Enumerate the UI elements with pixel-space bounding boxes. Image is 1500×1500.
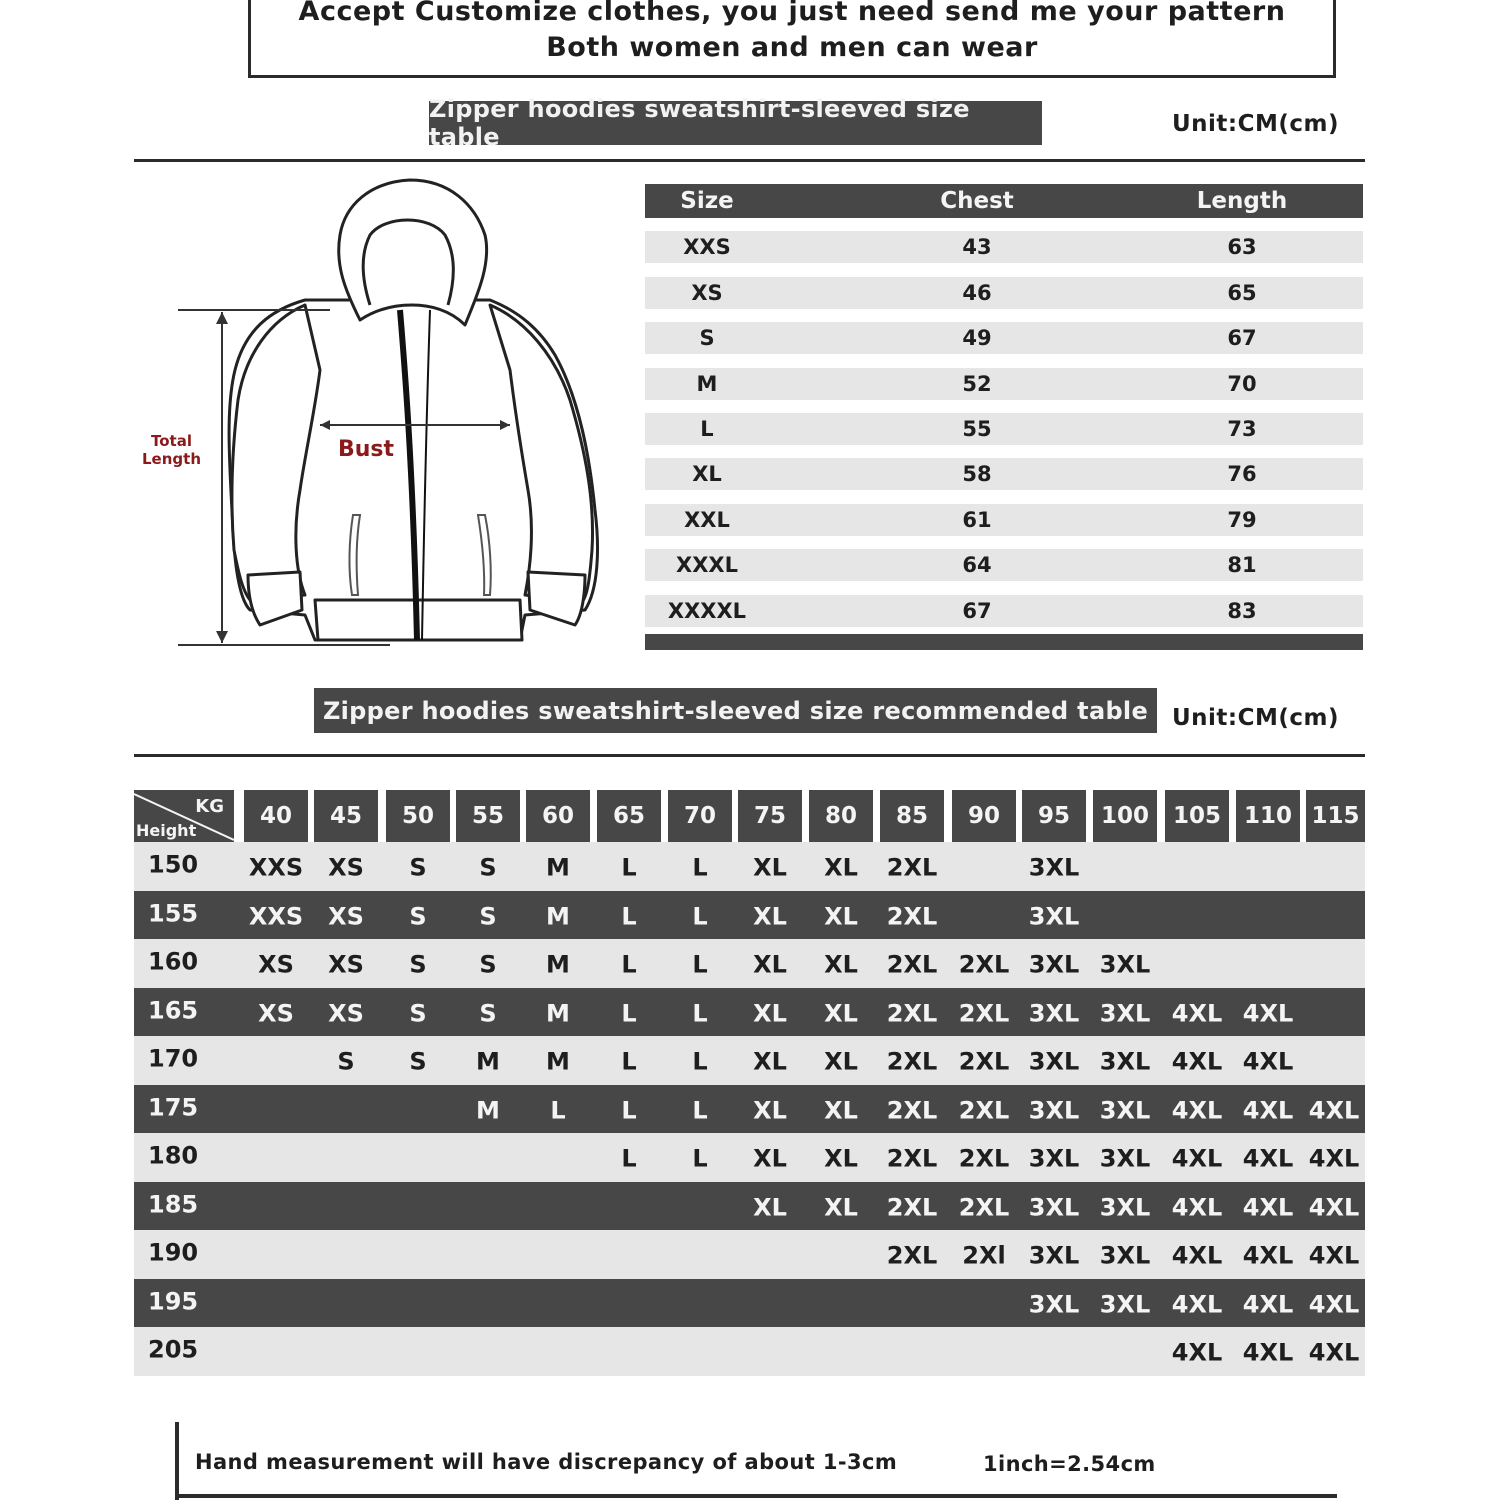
size-recommendation-cell: 2Xl — [962, 1241, 1006, 1270]
size-recommendation-cell: 2XL — [886, 999, 938, 1028]
kg-header-cell: 100 — [1093, 790, 1157, 842]
size-recommendation-cell: 3XL — [1028, 1144, 1080, 1173]
size-recommendation-cell: 4XL — [1171, 1193, 1223, 1222]
size-recommendation-cell: M — [546, 1047, 570, 1076]
corner-kg-label: KG — [195, 796, 224, 817]
size-cell: XXXL — [676, 553, 738, 578]
size-recommendation-cell: 4XL — [1242, 1193, 1294, 1222]
size-recommendation-cell: XS — [328, 999, 364, 1028]
size-recommendation-cell: XL — [824, 950, 858, 979]
size-cell: S — [699, 326, 715, 351]
total-length-label-1: Total — [151, 432, 192, 450]
size-recommendation-cell: 2XL — [886, 950, 938, 979]
size-recommendation-cell: XL — [824, 1193, 858, 1222]
size-recommendation-cell: XL — [824, 902, 858, 931]
size-recommendation-cell: 3XL — [1028, 1241, 1080, 1270]
recommended-table — [134, 790, 1365, 1376]
chest-cell: 64 — [962, 553, 992, 578]
height-cell: 190 — [148, 1238, 199, 1267]
size-row — [645, 504, 1363, 536]
size-recommendation-cell: 2XL — [886, 1144, 938, 1173]
size-cell: XS — [691, 280, 723, 305]
size-table-footer-bar — [645, 634, 1363, 650]
size-recommendation-cell: 3XL — [1028, 1290, 1080, 1319]
size-recommendation-cell: 2XL — [958, 1096, 1010, 1125]
size-recommendation-cell: L — [621, 999, 637, 1028]
length-cell: 63 — [1227, 235, 1257, 260]
size-recommendation-cell: S — [409, 1047, 427, 1076]
size-recommendation-cell: 4XL — [1242, 1241, 1294, 1270]
size-recommendation-cell: 4XL — [1171, 1096, 1223, 1125]
height-cell: 170 — [148, 1044, 199, 1073]
size-recommendation-cell: 4XL — [1308, 1096, 1360, 1125]
size-recommendation-cell: 2XL — [958, 999, 1010, 1028]
hoodie-hood-outline — [339, 180, 487, 325]
kg-header-cell: 75 — [738, 790, 802, 842]
kg-header-cell: 40 — [244, 790, 308, 842]
size-recommendation-cell: 2XL — [886, 853, 938, 882]
size-recommendation-cell: L — [621, 1144, 637, 1173]
kg-header-cell: 85 — [880, 790, 944, 842]
height-cell: 180 — [148, 1141, 199, 1170]
length-cell: 70 — [1227, 371, 1257, 396]
size-table-title: Zipper hoodies sweatshirt-sleeved size table — [429, 101, 1042, 145]
size-recommendation-cell: XL — [753, 1047, 787, 1076]
size-recommendation-cell: 3XL — [1028, 853, 1080, 882]
size-recommendation-cell: M — [546, 902, 570, 931]
size-recommendation-cell: 4XL — [1308, 1338, 1360, 1367]
kg-header-cell: 105 — [1165, 790, 1229, 842]
size-recommendation-cell: 3XL — [1099, 1144, 1151, 1173]
size-recommendation-cell: 2XL — [958, 950, 1010, 979]
length-cell: 65 — [1227, 280, 1257, 305]
total-length-label — [142, 432, 201, 468]
height-row — [134, 842, 1365, 891]
size-recommendation-cell: 2XL — [886, 1193, 938, 1222]
size-recommendation-cell: XXS — [248, 853, 304, 882]
chest-cell: 58 — [962, 462, 992, 487]
size-recommendation-cell: XS — [328, 853, 364, 882]
chest-cell: 43 — [962, 235, 992, 260]
size-recommendation-cell: L — [692, 1144, 708, 1173]
kg-header-cell: 95 — [1022, 790, 1086, 842]
size-recommendation-cell: L — [621, 853, 637, 882]
size-recommendation-cell: 4XL — [1242, 1290, 1294, 1319]
size-cell: XXXXL — [667, 598, 747, 623]
kg-header-row — [134, 790, 1365, 842]
footer-note-box — [175, 1422, 1339, 1500]
size-recommendation-cell: 4XL — [1171, 1241, 1223, 1270]
size-recommendation-cell: 3XL — [1028, 1047, 1080, 1076]
size-recommendation-cell: 4XL — [1171, 999, 1223, 1028]
size-row — [645, 549, 1363, 581]
length-cell: 83 — [1227, 598, 1257, 623]
height-row — [134, 988, 1365, 1037]
height-row — [134, 1133, 1365, 1182]
size-recommendation-cell: S — [409, 902, 427, 931]
size-recommendation-cell: S — [409, 950, 427, 979]
length-cell: 81 — [1227, 553, 1257, 578]
chest-cell: 46 — [962, 280, 992, 305]
size-row — [645, 277, 1363, 309]
size-recommendation-cell: S — [337, 1047, 355, 1076]
size-row — [645, 413, 1363, 445]
length-cell: 79 — [1227, 507, 1257, 532]
size-recommendation-cell: 3XL — [1099, 999, 1151, 1028]
size-recommendation-cell: 3XL — [1028, 1193, 1080, 1222]
kg-header-cell: 70 — [668, 790, 732, 842]
size-recommendation-cell: L — [692, 1047, 708, 1076]
banner-line-2: Both women and men can wear — [546, 32, 1038, 63]
size-row — [645, 322, 1363, 354]
height-cell: 205 — [148, 1335, 199, 1364]
size-recommendation-cell: 4XL — [1242, 1338, 1294, 1367]
size-recommendation-cell: 4XL — [1308, 1241, 1360, 1270]
size-recommendation-cell: XS — [328, 902, 364, 931]
height-row — [134, 1279, 1365, 1328]
size-recommendation-cell: L — [692, 1096, 708, 1125]
size-table-unit: Unit:CM(cm) — [1172, 111, 1340, 137]
size-recommendation-cell: 4XL — [1308, 1193, 1360, 1222]
divider — [134, 754, 1365, 757]
size-recommendation-cell: 3XL — [1028, 950, 1080, 979]
total-length-label-2: Length — [142, 450, 201, 468]
size-recommendation-cell: 4XL — [1242, 1096, 1294, 1125]
length-cell: 67 — [1227, 326, 1257, 351]
recommended-table-unit: Unit:CM(cm) — [1172, 705, 1340, 731]
header-length: Length — [1196, 188, 1288, 214]
size-cell: L — [700, 416, 714, 441]
size-recommendation-cell: 3XL — [1099, 1290, 1151, 1319]
length-cell: 73 — [1227, 416, 1257, 441]
size-recommendation-cell: L — [692, 853, 708, 882]
size-recommendation-cell: XXS — [248, 902, 304, 931]
kg-header-cell: 110 — [1236, 790, 1300, 842]
height-row — [134, 891, 1365, 940]
chest-cell: 61 — [962, 507, 992, 532]
kg-header-cell: 65 — [597, 790, 661, 842]
hoodie-diagram — [130, 170, 620, 660]
size-recommendation-cell: S — [479, 950, 497, 979]
size-recommendation-cell: XL — [824, 999, 858, 1028]
height-cell: 155 — [148, 899, 199, 928]
kg-header-cell: 45 — [314, 790, 378, 842]
height-row — [134, 1085, 1365, 1134]
size-recommendation-cell: 4XL — [1171, 1047, 1223, 1076]
size-recommendation-cell: 2XL — [886, 1096, 938, 1125]
size-recommendation-cell: XL — [824, 1047, 858, 1076]
size-recommendation-cell: 3XL — [1099, 950, 1151, 979]
size-recommendation-cell: S — [479, 853, 497, 882]
banner-line-1: Accept Customize clothes, you just need send me your pattern — [298, 0, 1286, 27]
size-recommendation-cell: 2XL — [958, 1193, 1010, 1222]
size-recommendation-cell: 4XL — [1242, 999, 1294, 1028]
size-recommendation-cell: L — [692, 950, 708, 979]
kg-header-cell: 90 — [952, 790, 1016, 842]
size-recommendation-cell: L — [621, 1096, 637, 1125]
chest-cell: 52 — [962, 371, 992, 396]
divider — [134, 159, 1365, 162]
size-recommendation-cell: 4XL — [1171, 1338, 1223, 1367]
size-recommendation-cell: L — [621, 902, 637, 931]
size-recommendation-cell: XS — [328, 950, 364, 979]
height-cell: 195 — [148, 1287, 199, 1316]
size-recommendation-cell: XL — [824, 1144, 858, 1173]
height-cell: 160 — [148, 947, 199, 976]
size-recommendation-cell: 2XL — [886, 1047, 938, 1076]
height-cell: 175 — [148, 1093, 199, 1122]
height-cell: 165 — [148, 996, 199, 1025]
height-row — [134, 1230, 1365, 1279]
size-recommendation-cell: 4XL — [1308, 1290, 1360, 1319]
corner-cell — [134, 790, 234, 842]
size-recommendation-cell: S — [479, 999, 497, 1028]
size-table — [645, 184, 1363, 650]
size-cell: XL — [692, 462, 722, 487]
kg-header-cell: 55 — [456, 790, 520, 842]
size-recommendation-cell: 4XL — [1308, 1144, 1360, 1173]
bust-label: Bust — [338, 437, 395, 462]
size-cell: XXL — [684, 507, 730, 532]
footer-bottom-line — [175, 1494, 1337, 1498]
size-recommendation-cell: 4XL — [1242, 1047, 1294, 1076]
size-recommendation-cell: L — [621, 1047, 637, 1076]
height-cell: 185 — [148, 1190, 199, 1219]
size-recommendation-cell: M — [476, 1096, 500, 1125]
size-recommendation-cell: XL — [753, 1193, 787, 1222]
size-row — [645, 458, 1363, 490]
size-recommendation-cell: XL — [824, 1096, 858, 1125]
size-recommendation-cell: XL — [753, 1144, 787, 1173]
size-recommendation-cell: 3XL — [1028, 1096, 1080, 1125]
size-recommendation-cell: 2XL — [886, 1241, 938, 1270]
kg-header-cell: 115 — [1306, 790, 1365, 842]
size-recommendation-cell: XS — [258, 999, 294, 1028]
size-recommendation-cell: XL — [753, 999, 787, 1028]
height-row — [134, 1182, 1365, 1231]
size-recommendation-cell: 3XL — [1099, 1047, 1151, 1076]
size-row — [645, 368, 1363, 400]
size-recommendation-cell: L — [550, 1096, 566, 1125]
size-recommendation-cell: 4XL — [1242, 1144, 1294, 1173]
size-recommendation-cell: L — [621, 950, 637, 979]
size-recommendation-cell: 2XL — [958, 1144, 1010, 1173]
kg-header-cell: 60 — [526, 790, 590, 842]
size-recommendation-cell: M — [476, 1047, 500, 1076]
size-recommendation-cell: 2XL — [958, 1047, 1010, 1076]
size-recommendation-cell: 3XL — [1099, 1096, 1151, 1125]
size-recommendation-cell: 3XL — [1099, 1193, 1151, 1222]
size-cell: XXS — [683, 235, 731, 260]
size-recommendation-cell: XL — [753, 853, 787, 882]
length-cell: 76 — [1227, 462, 1257, 487]
chest-cell: 49 — [962, 326, 992, 351]
size-recommendation-cell: 4XL — [1171, 1144, 1223, 1173]
size-recommendation-cell: L — [692, 902, 708, 931]
kg-header-cell: 80 — [809, 790, 873, 842]
size-recommendation-cell: XL — [753, 1096, 787, 1125]
kg-header-cell: 50 — [386, 790, 450, 842]
size-recommendation-cell: 3XL — [1028, 902, 1080, 931]
size-row — [645, 595, 1363, 627]
size-recommendation-cell: M — [546, 950, 570, 979]
size-recommendation-cell: 2XL — [886, 902, 938, 931]
size-recommendation-cell: 3XL — [1099, 1241, 1151, 1270]
header-size: Size — [680, 188, 734, 214]
measurement-note: Hand measurement will have discrepancy of about 1-3cm — [195, 1450, 898, 1474]
corner-height-label: Height — [136, 821, 197, 840]
height-row — [134, 939, 1365, 988]
size-recommendation-cell: M — [546, 999, 570, 1028]
size-recommendation-cell: M — [546, 853, 570, 882]
recommended-table-title: Zipper hoodies sweatshirt-sleeved size recommended table — [314, 688, 1157, 733]
size-recommendation-cell: S — [409, 999, 427, 1028]
size-recommendation-cell: XL — [824, 853, 858, 882]
size-table-header — [645, 184, 1363, 218]
chest-cell: 67 — [962, 598, 992, 623]
header-chest: Chest — [940, 188, 1014, 214]
inch-conversion: 1inch=2.54cm — [983, 1452, 1156, 1476]
size-recommendation-cell: XS — [258, 950, 294, 979]
size-recommendation-cell: 3XL — [1028, 999, 1080, 1028]
top-banner — [248, 0, 1336, 78]
size-cell: M — [696, 371, 718, 396]
height-cell: 150 — [148, 850, 199, 879]
chest-cell: 55 — [962, 416, 992, 441]
size-recommendation-cell: XL — [753, 902, 787, 931]
size-recommendation-cell: XL — [753, 950, 787, 979]
size-row — [645, 231, 1363, 263]
height-row — [134, 1327, 1365, 1376]
height-row — [134, 1036, 1365, 1085]
size-recommendation-cell: L — [692, 999, 708, 1028]
size-recommendation-cell: 4XL — [1171, 1290, 1223, 1319]
size-recommendation-cell: S — [479, 902, 497, 931]
size-recommendation-cell: S — [409, 853, 427, 882]
